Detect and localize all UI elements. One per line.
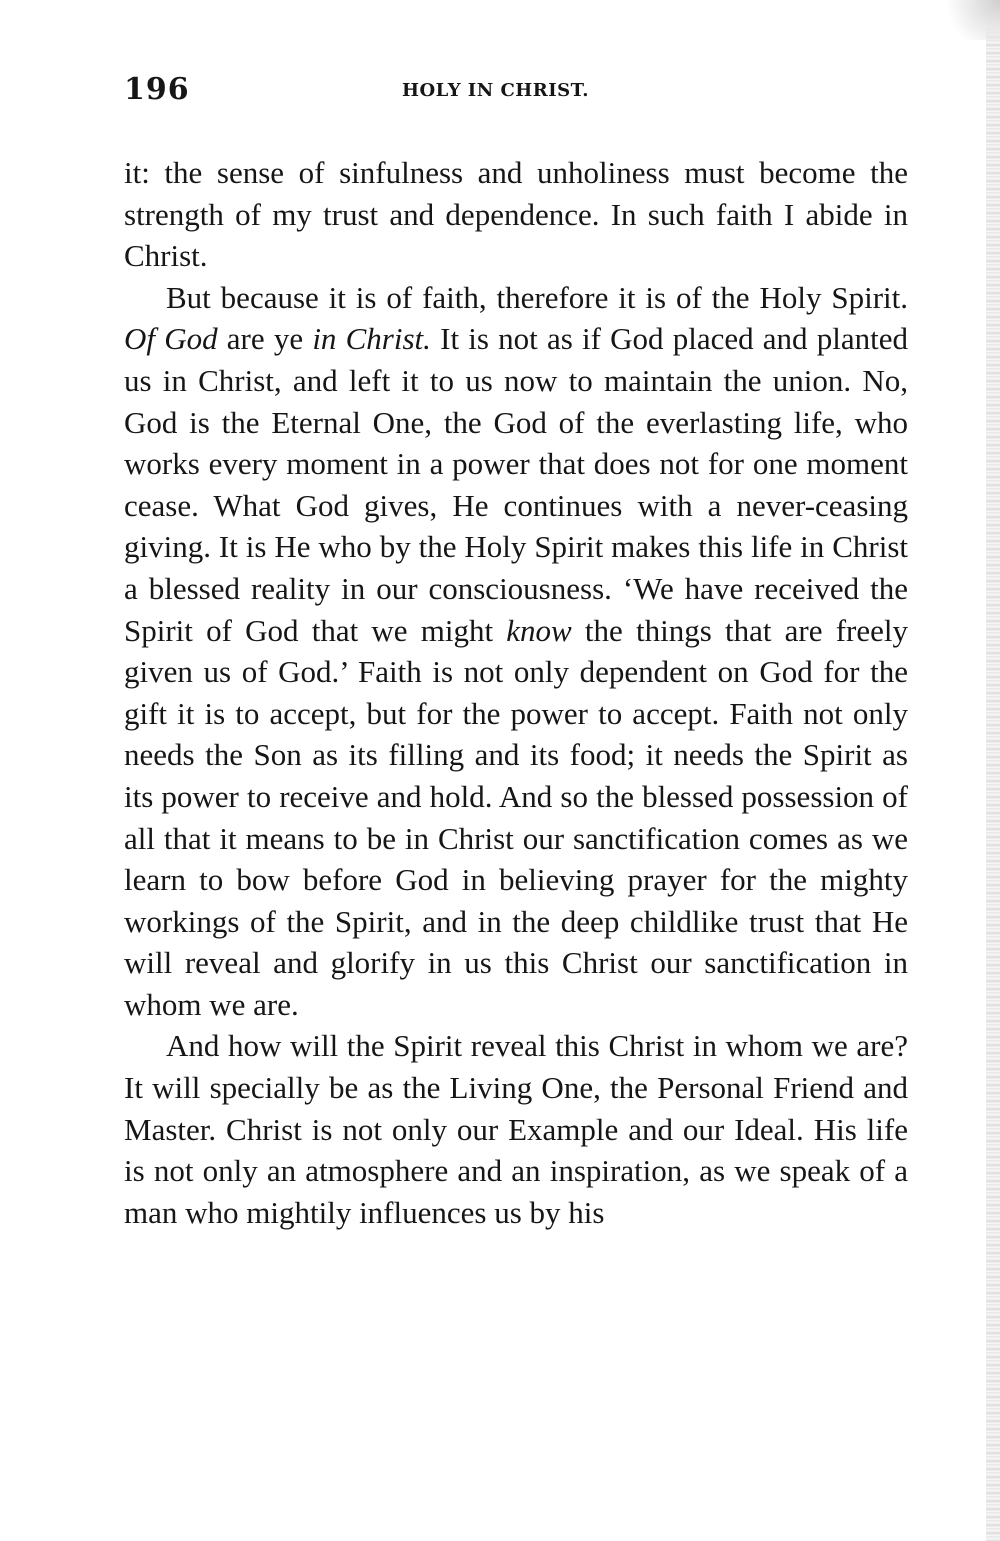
page-number: 196 [124,72,190,107]
paragraph-2 [124,277,908,1026]
paragraph-text: And how will the Spirit reveal this Christ in whom we are? It will specially be as the Living One, the Personal Friend and Master. Christ is not only our Example and our Ideal. His life is not only an atmosphere and an inspiration, as we speak of a man who mightily influences us by his [124,1028,908,1230]
running-head: HOLY IN CHRIST. [402,80,589,101]
italic-phrase-in-christ: in Christ. [312,321,431,357]
page-header [124,72,908,112]
paragraph-text: But because it is of faith, therefore it is of the Holy Spirit. [166,279,908,315]
paragraph-1 [124,152,908,277]
paragraph-text: the things that are freely given us of God.’ Faith is not only dependent on God for the gift it is to accept, but for the power to accept. Faith not only needs the Son as its filling and its food; it needs the Spirit as its power to receive and hold. And so the blessed possession of all that it means to be in Christ our sanctification comes as we learn to bow before God in believing prayer for the mighty workings of the Spirit, and in the deep childlike trust that He will reveal and glorify in us this Christ our sanctification in whom we are. [124,612,908,1022]
body-text [124,152,908,1233]
page-corner-shadow [940,0,1000,40]
paragraph-3 [124,1025,908,1233]
paragraph-text: it: the sense of sinfulness and unholiness must become the strength of my trust and dependence. In such faith I abide in Christ. [124,155,908,274]
paragraph-text: It is not as if God placed and planted us in Christ, and left it to us now to maintain the union. No, God is the Eternal One, the God of the everlasting life, who works every moment in a power that does not for one moment cease. What God gives, He continues with a never-ceasing giving. It is He who by the Holy Spirit makes this life in Christ a blessed reality in our consciousness. ‘We have received the Spirit of God that we might [124,321,908,648]
paragraph-text: are ye [217,321,313,357]
italic-word-know: know [506,612,572,648]
page-edge-shadow [986,0,1000,1541]
italic-phrase-of-god: Of God [124,321,218,357]
